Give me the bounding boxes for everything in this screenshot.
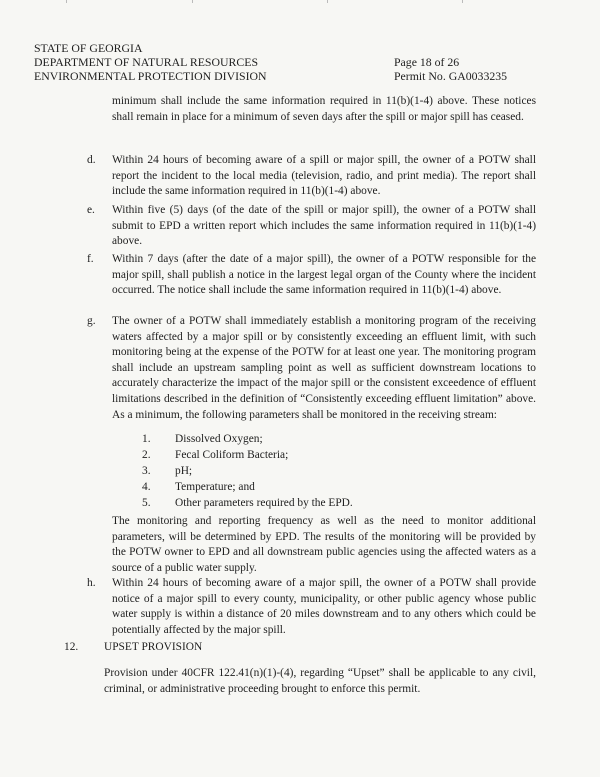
agency-block xyxy=(34,42,267,83)
monitoring-note: The monitoring and reporting frequency as well as the need to monitor additional parameters, will be determined by EPD. The results of the monitoring will be provided by the POTW owner to EPD and all downstream public agencies using the affected waters as a source of a public water supply. xyxy=(112,515,536,574)
list-number: 4. xyxy=(142,481,151,493)
section-number: 12. xyxy=(64,641,79,653)
scan-mark xyxy=(327,0,328,3)
list-number: 3. xyxy=(142,465,151,477)
upset-paragraph: Provision under 40CFR 122.41(n)(1)-(4), regarding “Upset” shall be applicable to any civil, criminal, or administrative proceeding brought to enforce this permit. xyxy=(104,667,536,695)
item-label-f: f. xyxy=(87,253,94,265)
list-number: 2. xyxy=(142,449,151,461)
scan-mark xyxy=(192,0,193,3)
list-number: 5. xyxy=(142,497,151,509)
item-text-d: Within 24 hours of becoming aware of a spill or major spill, the owner of a POTW shall report the incident to the local media (television, radio, and print media). The report shall include the same information required in 11(b)(1-4) above. xyxy=(112,154,536,198)
list-text: pH; xyxy=(175,465,193,477)
list-text: Temperature; and xyxy=(175,481,255,493)
item-label-d: d. xyxy=(87,154,96,166)
section-title: UPSET PROVISION xyxy=(104,641,203,653)
intro-paragraph: minimum shall include the same information required in 11(b)(1-4) above. These notices shall remain in place for a minimum of seven days after the spill or major spill has ceased. xyxy=(112,95,536,123)
list-text: Fecal Coliform Bacteria; xyxy=(175,449,289,461)
item-text-g: The owner of a POTW shall immediately establish a monitoring program of the receiving waters affected by a major spill or by consistently exceeding an effluent limit, with such monitoring being at the expense of the POTW for at least one year. The monitoring program shall include an upstream sampling point as well as sufficient downstream locations to accurately characterize the impact of the major spill or the consistent exceedence of effluent limitations described in the definition of “Consistently exceeding effluent limitation” above. As a minimum, the following parameters shall be monitored in the receiving stream: xyxy=(112,315,536,421)
page-info xyxy=(394,56,507,84)
item-text-e: Within five (5) days (of the date of the spill or major spill), the owner of a POTW shall submit to EPD a written report which includes the same information required in 11(b)(1-4) above. xyxy=(112,204,536,248)
item-label-h: h. xyxy=(87,577,96,589)
agency-line: DEPARTMENT OF NATURAL RESOURCES xyxy=(34,54,259,69)
item-text-f: Within 7 days (after the date of a major spill), the owner of a POTW responsible for the major spill, shall publish a notice in the largest legal organ of the County where the incident occurred. The notice shall include the same information required in 11(b)(1-4) above. xyxy=(112,253,536,297)
scan-mark xyxy=(462,0,463,3)
permit-number: Permit No. GA0033235 xyxy=(394,68,508,83)
list-text: Other parameters required by the EPD. xyxy=(175,497,353,509)
agency-line: ENVIRONMENTAL PROTECTION DIVISION xyxy=(34,68,267,83)
item-label-g: g. xyxy=(87,315,96,327)
list-text: Dissolved Oxygen; xyxy=(175,433,263,445)
scan-mark xyxy=(66,0,67,3)
agency-line: STATE OF GEORGIA xyxy=(34,41,143,55)
item-text-h: Within 24 hours of becoming aware of a major spill, the owner of a POTW shall provide notice of a major spill to every county, municipality, or other public agency whose public water supply is within a distance of 20 miles downstream and to any others which could be potentially affected by the major spill. xyxy=(112,577,536,636)
item-label-e: e. xyxy=(87,204,95,216)
page-number: Page 18 of 26 xyxy=(394,55,460,69)
list-number: 1. xyxy=(142,433,151,445)
